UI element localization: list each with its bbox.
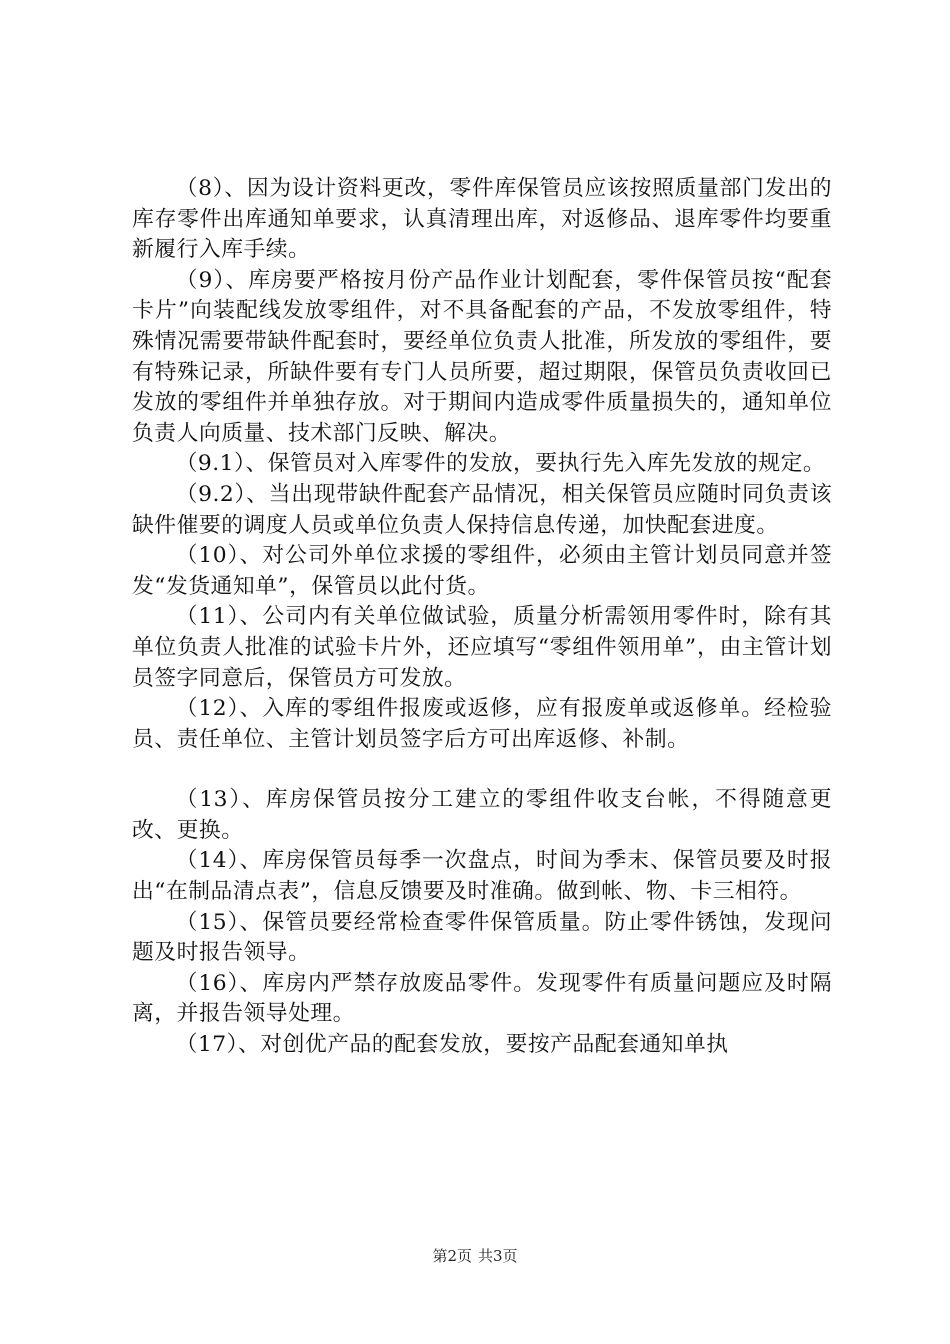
paragraph-12: （12）、入库的零组件报废或返修，应有报废单或返修单。经检验员、责任单位、主管计划员签字后方可出库返修、补制。 [132,696,832,752]
paragraph-15: （15）、保管员要经常检查零件保管质量。防止零件锈蚀，发现问题及时报告领导。 [132,909,832,966]
paragraph-14: （14）、库房保管员每季一次盘点，时间为季末、保管员要及时报出“在制品清点表”，信息反馈要及时准确。做到帐、物、卡三相符。 [132,848,832,905]
paragraph-10: （10）、对公司外单位求援的零组件，必须由主管计划员同意并签发“发货通知单”，保管员以此付货。 [132,543,832,599]
paragraph-9-2: （9.2）、当出现带缺件配套产品情况，相关保管员应随时同负责该缺件催要的调度人员或单位负责人保持信息传递，加快配套进度。 [132,481,832,538]
paragraph-16: （16）、库房内严禁存放废品零件。发现零件有质量问题应及时隔离，并报告领导处理。 [132,970,832,1027]
paragraph-9-1: （9.1）、保管员对入库零件的发放，要执行先入库先发放的规定。 [175,451,826,477]
paragraph-11: （11）、公司内有关单位做试验，质量分析需领用零件时，除有其单位负责人批准的试验卡片外，还应填写“零组件领用单”，由主管计划员签字同意后，保管员方可发放。 [132,604,832,691]
document-body [132,174,832,1061]
page-total: 共3页 [478,1247,518,1265]
paragraph-8: （8）、因为设计资料更改，零件库保管员应该按照质量部门发出的库存零件出库通知单要求，认真清理出库，对返修品、退库零件均要重新履行入库手续。 [132,176,832,263]
page-footer [0,1245,950,1266]
paragraph-13: （13）、库房保管员按分工建立的零组件收支台帐，不得随意更改、更换。 [132,787,832,843]
paragraph-9: （9）、库房要严格按月份产品作业计划配套，零件保管员按“配套卡片”向装配线发放零组件，对不具备配套的产品，不发放零组件，特殊情况需要带缺件配套时，要经单位负责人批准，所发放的零组件，要有特殊记录，所缺件要有专门人员所要，超过期限，保管员负责收回已发放的零组件并单独存放。对于期间内造成零件质量损失的，通知单位负责人向质量、技术部门反映、解决。 [132,267,832,446]
page-number: 第2页 [432,1247,472,1265]
paragraph-17: （17）、对创优产品的配套发放，要按产品配套通知单执 [175,1032,729,1058]
